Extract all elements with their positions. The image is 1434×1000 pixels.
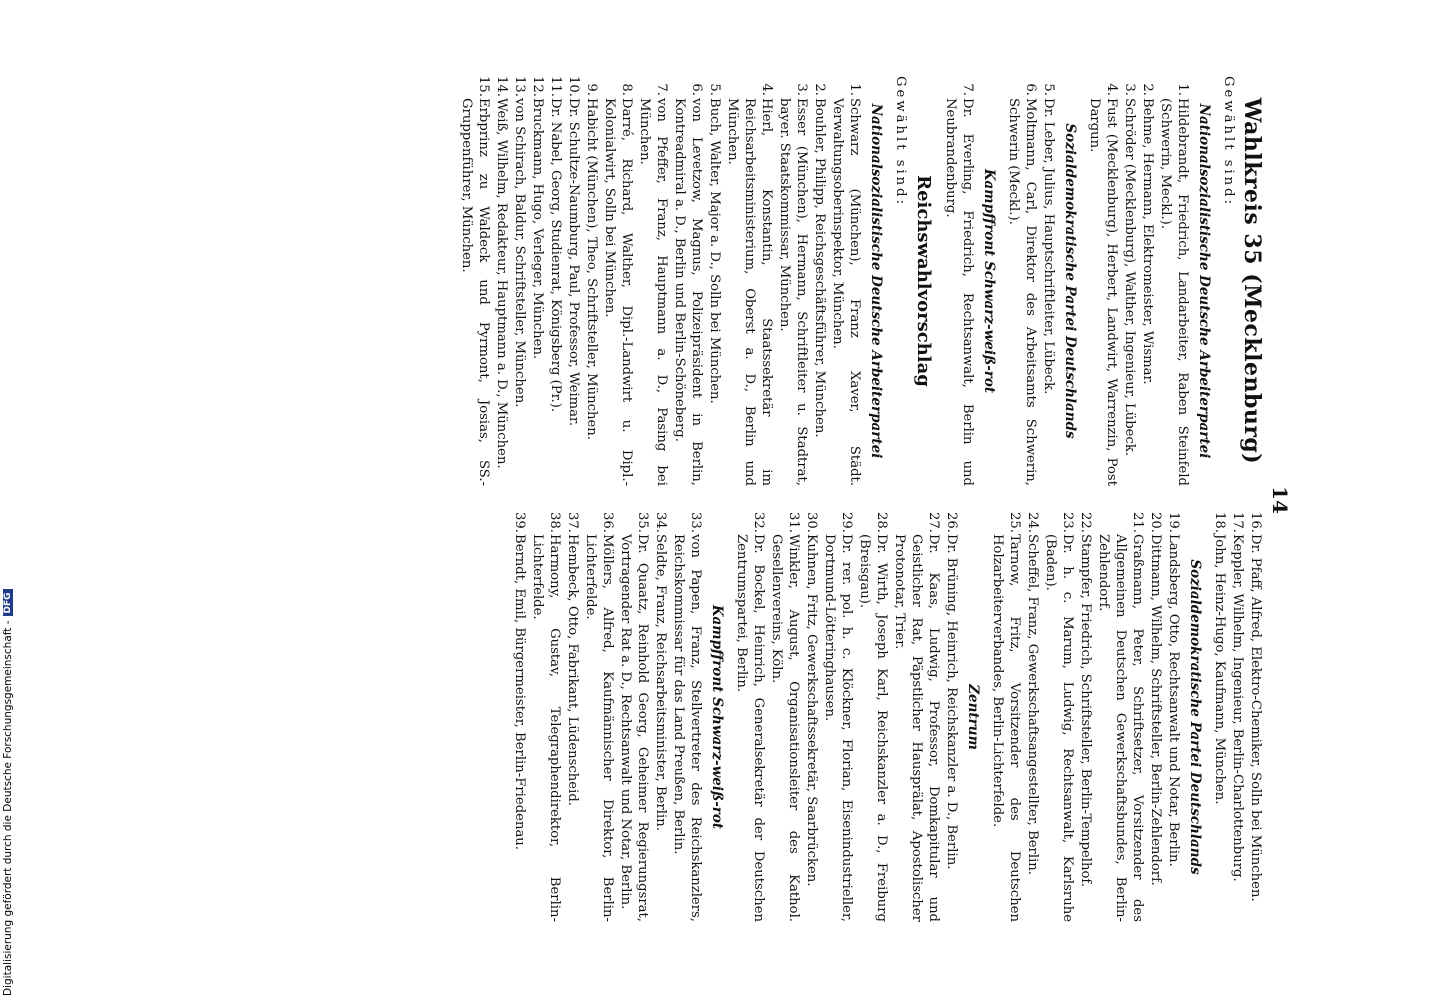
list-item <box>1086 76 1120 486</box>
list-item <box>1247 512 1264 922</box>
right-column <box>510 512 1264 922</box>
list-item <box>671 76 705 486</box>
item-number: 4. <box>759 83 774 96</box>
item-number: 19. <box>1166 512 1181 533</box>
item-number: 36. <box>600 512 615 533</box>
item-number: 1. <box>847 83 862 96</box>
item-text: John, Heinz-Hugo, Kaufmann, München. <box>1212 534 1227 805</box>
item-number: 35. <box>635 512 650 533</box>
item-number: 13. <box>512 76 527 97</box>
list-item <box>706 76 723 486</box>
item-text: Hembeck, Otto, Fabrikant, Lüdenscheid. <box>565 534 580 806</box>
list-item <box>1139 76 1156 486</box>
item-number: 26. <box>944 512 959 533</box>
list-item <box>856 512 890 922</box>
list-item <box>1024 512 1041 922</box>
item-text: Stampfer, Friedrich, Schriftsteller, Berlin-Tempelhof. <box>1078 534 1093 888</box>
list-item <box>1229 512 1246 922</box>
item-number: 2. <box>812 83 827 96</box>
list-item <box>511 76 528 486</box>
party-heading-zentrum: Zentrum <box>965 684 981 750</box>
item-number: 8. <box>619 83 634 96</box>
item-text: von Schirach, Baldur, Schriftsteller, München. <box>512 98 527 408</box>
list-item <box>1005 76 1039 486</box>
item-number: 6. <box>689 83 704 96</box>
item-number: 25. <box>1007 512 1022 533</box>
item-text: Berndt, Emil, Bürgermeister, Berlin-Friedenau. <box>512 534 527 850</box>
item-number: 37. <box>565 512 580 533</box>
item-text: Behme, Hermann, Elektromeister, Wismar. <box>1140 98 1155 385</box>
item-number: 17. <box>1230 512 1245 533</box>
item-number: 14. <box>494 76 509 97</box>
page-number: 14 <box>1268 486 1292 514</box>
item-text: Graßmann, Peter, Schriftsetzer, Vorsitzender des Allgemeinen Deutschen Gewerkschaftsbundes, Berlin-Zehlendorf. <box>1096 534 1145 922</box>
item-text: Fust (Mecklenburg), Herbert, Landwirt, Warrenzin, Post Dargun. <box>1087 98 1119 486</box>
item-text: Keppler, Wilhelm, Ingenieur, Berlin-Charlottenburg. <box>1230 534 1245 882</box>
item-text: Dr. Wirth, Joseph Karl, Reichskanzler a. D., Freiburg (Breisgau). <box>857 534 889 922</box>
item-text: Dr. h. c. Marum, Ludwig, Rechtsanwalt, Karlsruhe (Baden). <box>1043 534 1075 922</box>
list-item <box>724 76 775 486</box>
item-text: Schröder (Mecklenburg), Walther, Ingenieur, Lübeck. <box>1122 98 1137 457</box>
list-item <box>811 76 828 486</box>
item-text: Winkler, August, Organisationsleiter des Kathol. Gesellenvereins, Köln. <box>769 534 801 922</box>
list-item <box>733 512 767 922</box>
item-number: 30. <box>804 512 819 533</box>
list-item <box>891 512 942 922</box>
item-text: von Pfeffer, Franz, Hauptmann a. D., Pasing bei München. <box>637 98 669 486</box>
list-item <box>1147 512 1164 922</box>
item-text: Landsberg, Otto, Rechtsanwalt und Notar, Berlin. <box>1166 534 1181 867</box>
list-item <box>601 76 635 486</box>
document-title: Wahlkreis 35 (Mecklenburg) <box>1239 97 1265 465</box>
item-number: 4. <box>1104 83 1119 96</box>
party-heading-nsdap: Nationalsozialistische Deutsche Arbeiterpartei <box>868 103 884 459</box>
list-item <box>636 76 670 486</box>
item-text: Harmony, Gustav, Telegraphendirektor, Berlin-Lichterfelde. <box>530 534 562 922</box>
item-text: Dr. Quaatz, Reinhold Georg, Geheimer Regierungsrat, Vortragender Rat a. D., Rechtsanwalt und Notar, Berlin. <box>618 534 650 922</box>
candidate-list <box>458 76 863 486</box>
item-text: Erbprinz zu Waldeck und Pyrmont, Josias, SS.-Gruppenführer, München. <box>459 98 491 486</box>
item-number: 1. <box>1175 83 1190 96</box>
item-text: Dr. Pfaff, Alfred, Elektro-Chemiker, Solln bei München. <box>1248 534 1263 902</box>
candidate-list <box>942 76 976 486</box>
item-number: 21. <box>1130 512 1145 533</box>
item-number: 22. <box>1078 512 1093 533</box>
item-number: 2. <box>1140 83 1155 96</box>
item-text: Tarnow, Fritz, Vorsitzender des Deutschen Holzarbeiterverbandes, Berlin-Lichterfelde. <box>990 534 1022 922</box>
list-item <box>670 512 704 922</box>
item-number: 38. <box>547 512 562 533</box>
list-item <box>942 76 976 486</box>
footer-text: Digitalisierung gefördert durch die Deutsche Forschungsgemeinschaft - <box>2 620 14 996</box>
item-number: 24. <box>1025 512 1040 533</box>
list-item <box>617 512 651 922</box>
item-number: 3. <box>1122 83 1137 96</box>
item-text: Habicht (München), Theo, Schriftsteller, München. <box>584 98 599 440</box>
list-item <box>583 76 600 486</box>
item-text: Moltmann, Carl, Direktor des Arbeitsamts Schwerin, Schwerin (Meckl.). <box>1006 98 1038 486</box>
list-item <box>989 512 1023 922</box>
candidate-list <box>511 512 704 922</box>
left-column <box>457 76 1264 486</box>
party-heading-nsdap: Nationalsozialistische Deutsche Arbeiterpartei <box>1196 103 1212 459</box>
list-item <box>1095 512 1146 922</box>
digitization-footer <box>2 592 14 996</box>
list-item <box>564 512 581 922</box>
party-heading-kampffront: Kampffront Schwarz-weiß-rot <box>709 604 725 830</box>
item-text: Bruckmann, Hugo, Verleger, München. <box>530 98 545 360</box>
item-number: 3. <box>794 83 809 96</box>
item-number: 20. <box>1148 512 1163 533</box>
section-title: Reichswahlvorschlag <box>913 175 934 387</box>
item-text: Dr. Bockel, Heinrich, Generalsekretär der Deutschen Zentrumspartei, Berlin. <box>734 534 766 922</box>
list-item <box>776 76 810 486</box>
list-item <box>1211 512 1228 922</box>
item-text: Dr. Nabel, Georg, Studienrat, Königsberg (Pr.). <box>548 98 563 413</box>
list-item <box>493 76 510 486</box>
list-item <box>582 512 616 922</box>
item-text: Kuhnen, Fritz, Gewerkschaftssekretär, Saarbrücken. <box>804 534 819 887</box>
candidate-list <box>989 512 1182 922</box>
item-number: 10. <box>566 76 581 97</box>
item-text: Hierl, Konstantin, Staatssekretär im Reichsarbeitsministerium, Oberst a. D., Berlin und München. <box>725 98 774 486</box>
item-number: 34. <box>653 512 668 533</box>
item-text: Esser (München), Hermann, Schriftleiter u. Stadtrat, bayer. Staatskommissar, München. <box>777 98 809 486</box>
item-number: 15. <box>476 76 491 97</box>
list-item <box>652 512 669 922</box>
item-number: 12. <box>530 76 545 97</box>
item-text: Dr. Everling, Friedrich, Rechtsanwalt, Berlin und Neubrandenburg. <box>943 98 975 486</box>
list-item <box>1040 76 1057 486</box>
item-number: 6. <box>1023 83 1038 96</box>
list-item <box>529 512 563 922</box>
candidate-list <box>733 512 960 922</box>
item-number: 33. <box>688 512 703 533</box>
item-number: 18. <box>1212 512 1227 533</box>
item-number: 7. <box>654 83 669 96</box>
item-number: 23. <box>1060 512 1075 533</box>
item-text: Hildebrandt, Friedrich, Landarbeiter, Raben Steinfeld (Schwerin, Meckl.). <box>1158 98 1190 486</box>
dfg-logo: DFG <box>3 589 13 616</box>
item-text: Möllers, Alfred, Kaufmännischer Direktor, Berlin-Lichterfelde. <box>583 534 615 922</box>
list-item <box>1077 512 1094 922</box>
item-text: Seldte, Franz, Reichsarbeitsminister, Berlin. <box>653 534 668 831</box>
gewaehlt-heading: Gewählt sind: <box>893 76 908 208</box>
item-number: 16. <box>1248 512 1263 533</box>
item-text: von Levetzow, Magnus, Polizeipräsident in Berlin, Kontreadmiral a. D., Berlin und Berlin-Schöneberg. <box>672 98 704 486</box>
item-number: 5. <box>707 83 722 96</box>
list-item <box>529 76 546 486</box>
item-text: Weiß, Wilhelm, Redakteur, Hauptmann a. D., München. <box>494 98 509 469</box>
list-item <box>943 512 960 922</box>
list-item <box>1042 512 1076 922</box>
item-text: von Papen, Franz, Stellvertreter des Reichskanzlers, Reichskommissar für das Land Preußen, Berlin. <box>671 534 703 922</box>
list-item <box>829 76 863 486</box>
candidate-list <box>1086 76 1191 486</box>
item-text: Dr. Leber, Julius, Hauptschriftleiter, Lübeck. <box>1041 98 1056 395</box>
item-text: Bouhler, Philipp, Reichsgeschäftsführer, München. <box>812 98 827 438</box>
item-text: Dr. Schultze-Naumburg, Paul, Professor, Weimar. <box>566 98 581 427</box>
party-heading-kampffront: Kampffront Schwarz-weiß-rot <box>981 168 997 394</box>
list-item <box>511 512 528 922</box>
item-number: 32. <box>751 512 766 533</box>
item-number: 28. <box>874 512 889 533</box>
list-item <box>768 512 802 922</box>
list-item <box>821 512 855 922</box>
item-number: 39. <box>512 512 527 533</box>
party-heading-spd: Sozialdemokratische Partei Deutschlands <box>1187 559 1203 875</box>
list-item <box>458 76 492 486</box>
item-text: Dr. Kaas, Ludwig, Professor, Domkapitular und Geistlicher Rat, Päpstlicher Hausprälat, Apostolischer Protonotar, Trier. <box>892 534 941 922</box>
party-heading-spd: Sozialdemokratische Partei Deutschlands <box>1062 123 1078 439</box>
list-item <box>1165 512 1182 922</box>
item-number: 9. <box>584 83 599 96</box>
item-text: Buch, Walter, Major a. D., Solln bei München. <box>707 98 722 404</box>
candidate-list <box>1211 512 1264 922</box>
item-number: 27. <box>926 512 941 533</box>
item-text: Dr. rer. pol. h. c. Klöckner, Florian, Eisenindustrieller, Dortmund-Lötteringhausen. <box>822 534 854 922</box>
list-item <box>803 512 820 922</box>
item-text: Scheffel, Franz, Gewerkschaftsangestellter, Berlin. <box>1025 534 1040 875</box>
candidate-list <box>1005 76 1057 486</box>
item-text: Dittmann, Wilhelm, Schriftsteller, Berlin-Zehlendorf. <box>1148 534 1163 886</box>
item-number: 31. <box>786 512 801 533</box>
list-item <box>565 76 582 486</box>
list-item <box>1157 76 1191 486</box>
item-text: Darré, Richard, Walther, Dipl.-Landwirt u. Dipl.-Kolonialwirt, Solln bei München. <box>602 98 634 486</box>
item-number: 5. <box>1041 83 1056 96</box>
item-number: 11. <box>548 76 563 97</box>
gewaehlt-heading: Gewählt sind: <box>1221 76 1236 208</box>
item-number: 29. <box>839 512 854 533</box>
list-item <box>547 76 564 486</box>
item-text: Schwarz (München), Franz Xaver, Städt. Verwaltungsoberinspektor, München. <box>830 98 862 486</box>
list-item <box>1121 76 1138 486</box>
item-text: Dr. Brüning, Heinrich, Reichskanzler a. D., Berlin. <box>944 534 959 870</box>
item-number: 7. <box>960 83 975 96</box>
